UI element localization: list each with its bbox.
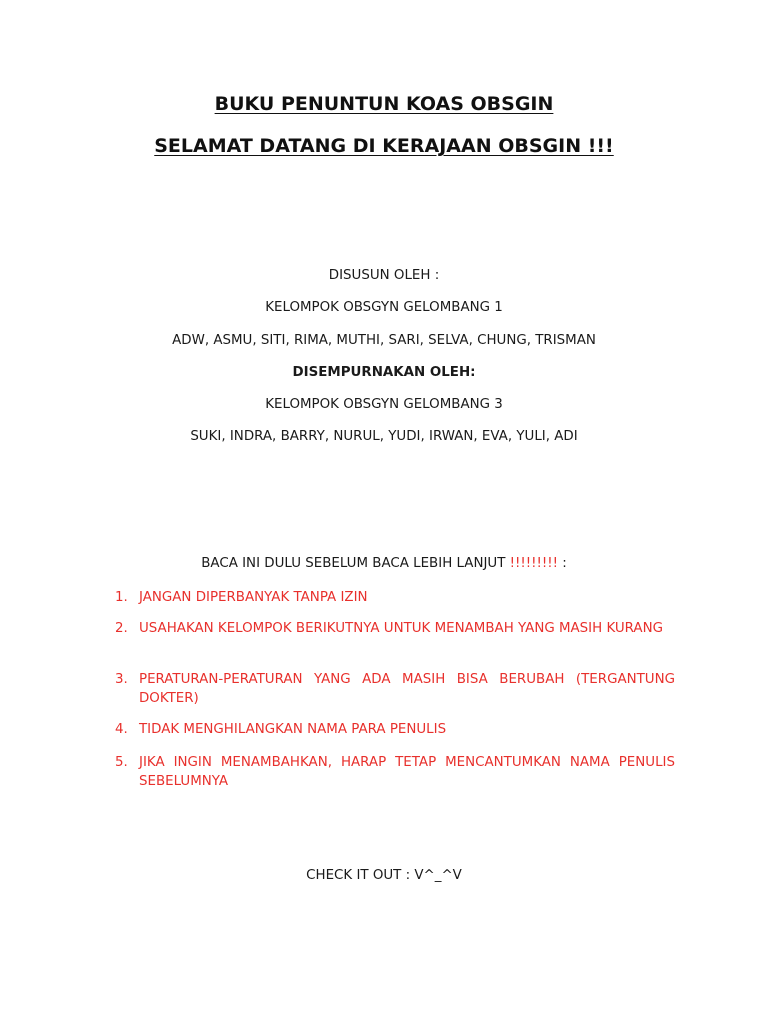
- document-title: BUKU PENUNTUN KOAS OBSGIN: [214, 93, 554, 115]
- notice-intro-exclaim: !!!!!!!!!: [509, 556, 558, 571]
- list-item-text: JIKA INGIN MENAMBAHKAN, HARAP TETAP MENCANTUMKAN NAMA PENULIS SEBELUMNYA: [139, 755, 675, 789]
- list-item-number: 4.: [115, 722, 128, 737]
- list-item-text: TIDAK MENGHILANGKAN NAMA PARA PENULIS: [139, 722, 447, 737]
- notice-intro: [0, 556, 768, 571]
- compiled-by-label: DISUSUN OLEH :: [328, 268, 440, 283]
- list-item-number: 1.: [115, 590, 128, 605]
- notice-intro-text: BACA INI DULU SEBELUM BACA LEBIH LANJUT: [201, 556, 510, 571]
- welcome-heading: SELAMAT DATANG DI KERAJAAN OBSGIN !!!: [154, 135, 614, 157]
- group3-name: KELOMPOK OBSGYN GELOMBANG 3: [265, 397, 503, 412]
- group1-name: KELOMPOK OBSGYN GELOMBANG 1: [265, 300, 503, 315]
- list-item-number: 2.: [115, 621, 128, 636]
- list-item-number: 3.: [115, 672, 128, 687]
- list-item-number: 5.: [115, 755, 128, 770]
- notice-intro-suffix: :: [557, 556, 567, 571]
- group3-members: SUKI, INDRA, BARRY, NURUL, YUDI, IRWAN, EVA, YULI, ADI: [190, 429, 578, 444]
- list-item-text: JANGAN DIPERBANYAK TANPA IZIN: [139, 590, 368, 605]
- group1-members: ADW, ASMU, SITI, RIMA, MUTHI, SARI, SELVA, CHUNG, TRISMAN: [172, 333, 596, 348]
- improved-by-label: DISEMPURNAKAN OLEH:: [292, 365, 476, 380]
- check-it-out: CHECK IT OUT : V^_^V: [306, 868, 462, 883]
- list-item-text: USAHAKAN KELOMPOK BERIKUTNYA UNTUK MENAMBAH YANG MASIH KURANG: [139, 621, 663, 636]
- list-item-text: PERATURAN-PERATURAN YANG ADA MASIH BISA BERUBAH (TERGANTUNG DOKTER): [139, 672, 675, 706]
